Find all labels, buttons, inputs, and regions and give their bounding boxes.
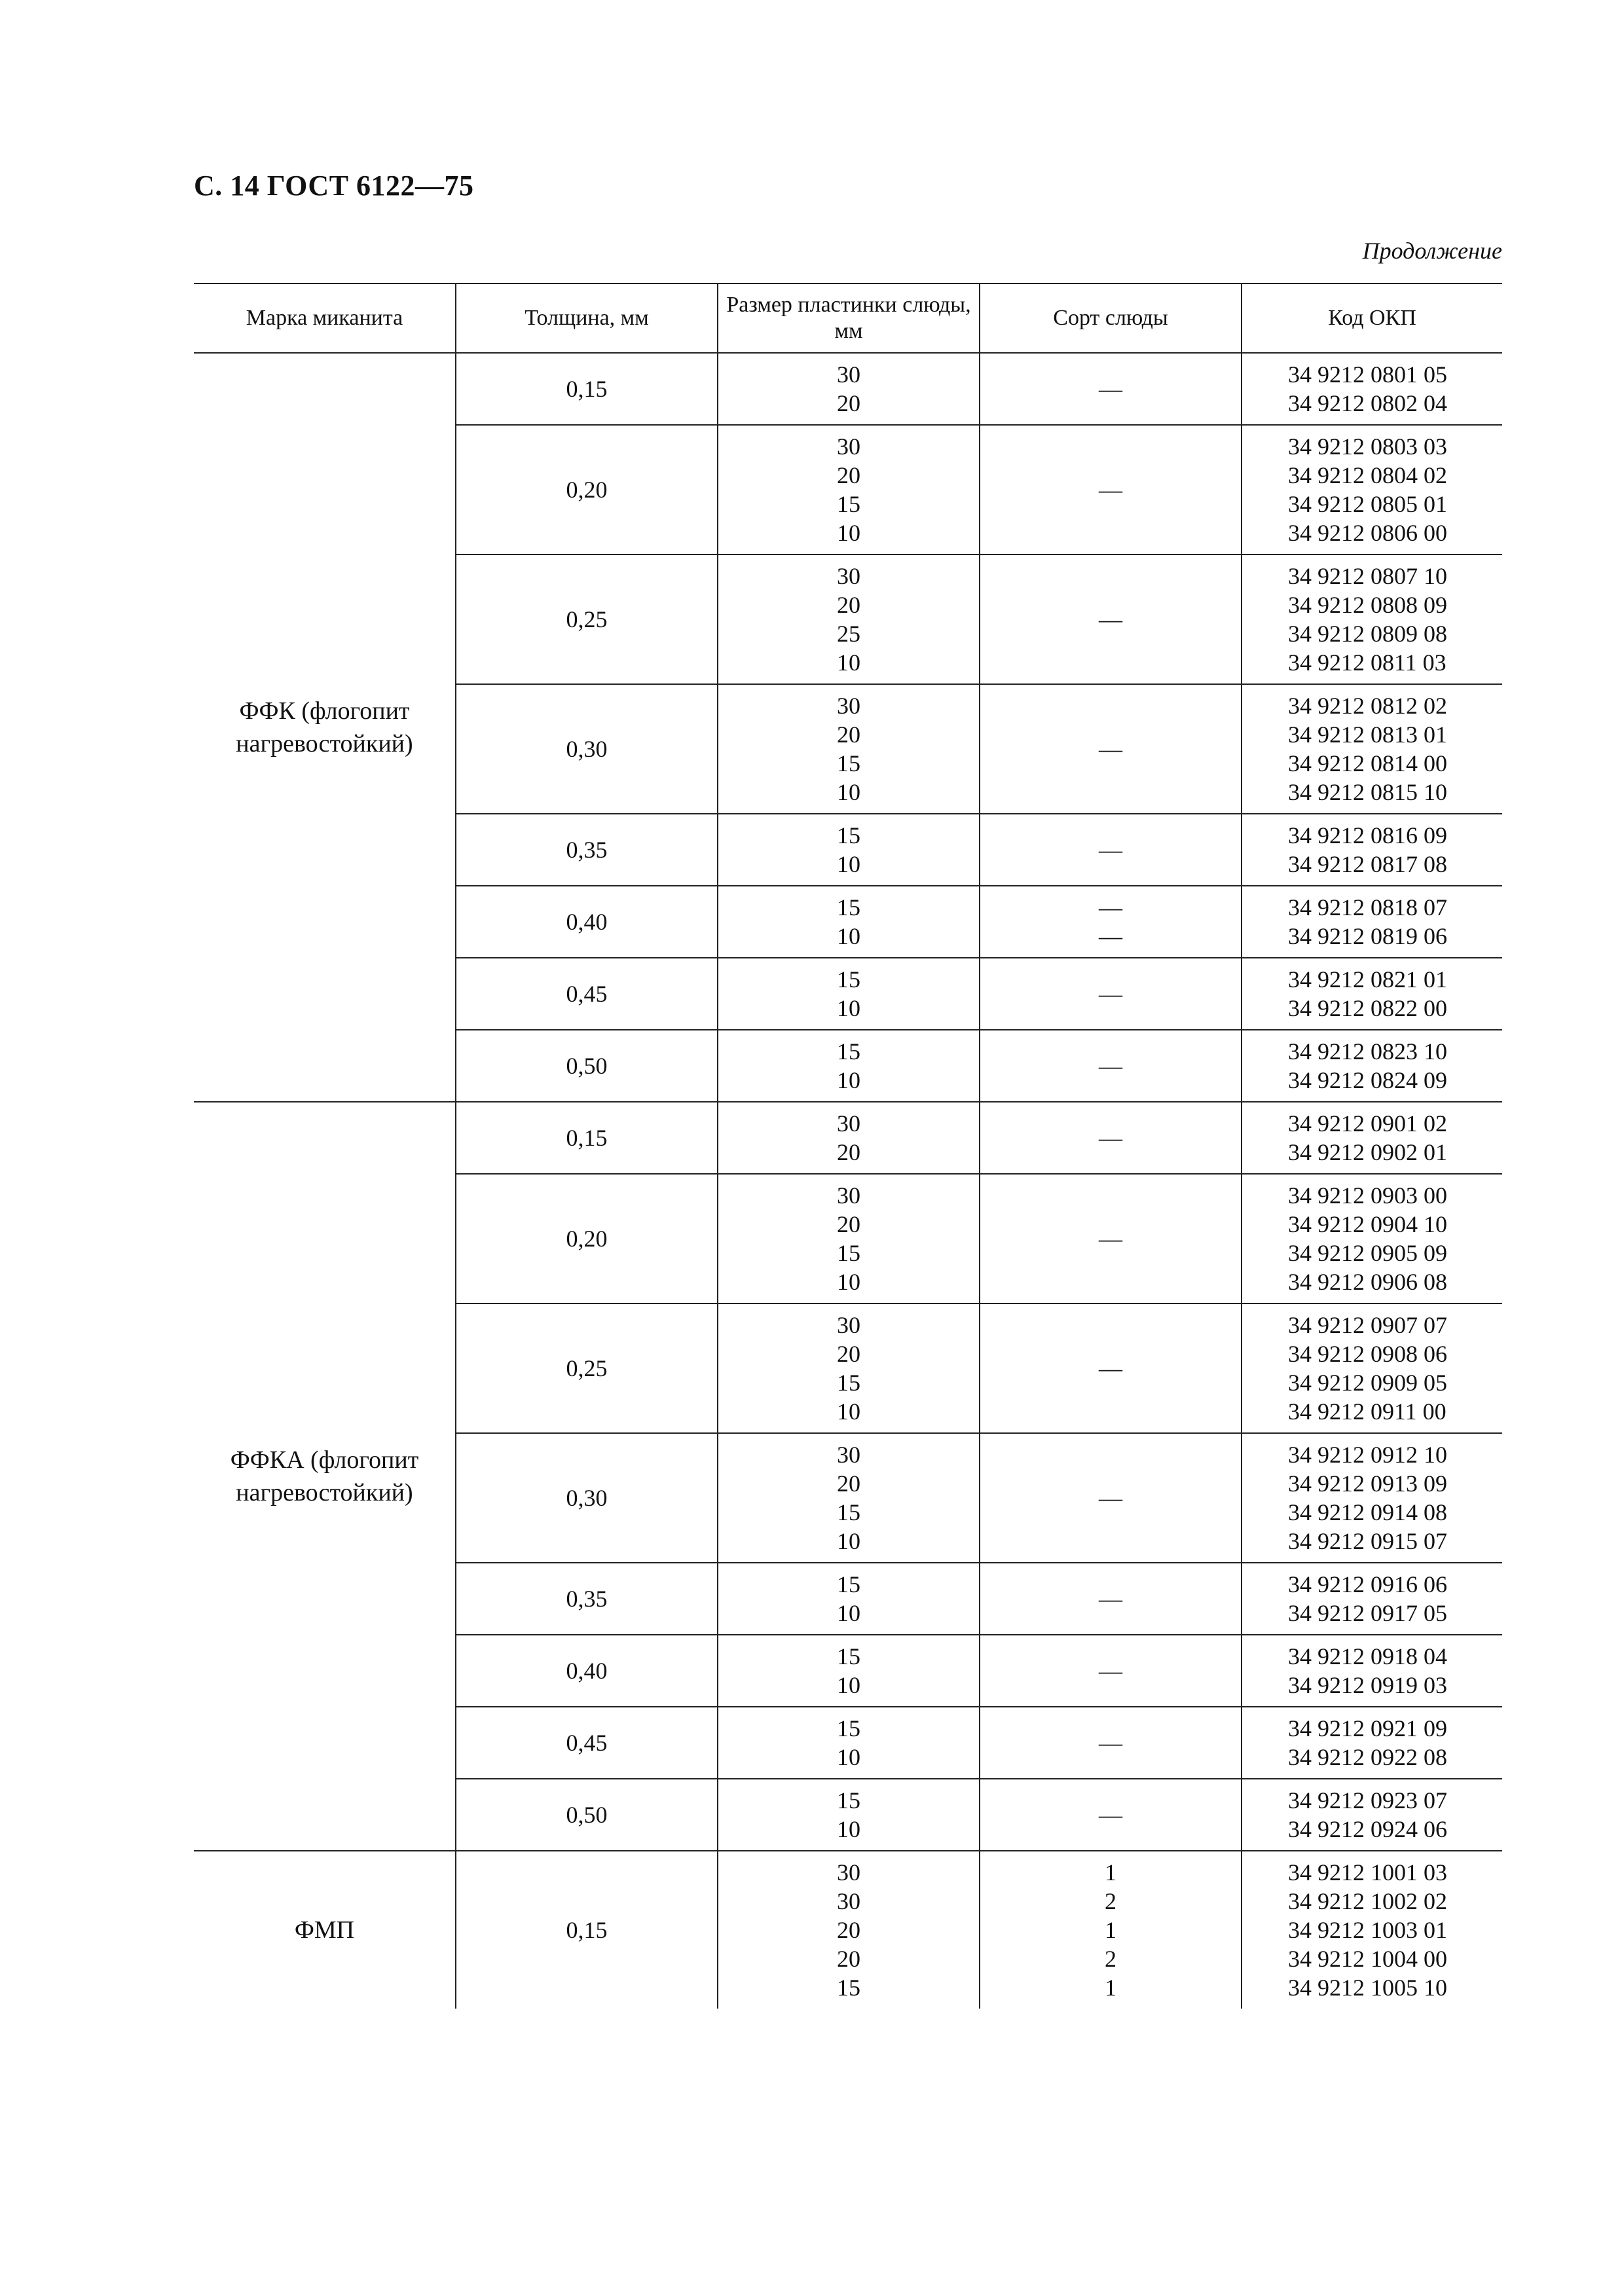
size-value: 10 (837, 1067, 860, 1093)
code-value: 34 9212 0901 02 (1288, 1110, 1447, 1137)
grade-value: — (1099, 1658, 1122, 1684)
size-value: 15 (837, 1038, 860, 1065)
size-value: 10 (837, 923, 860, 949)
size-value: 10 (837, 649, 860, 676)
code-value: 34 9212 0818 07 (1288, 894, 1447, 920)
grade-value: 2 (1105, 1946, 1116, 1972)
grade-cell (980, 1635, 1242, 1707)
code-value: 34 9212 0802 04 (1288, 390, 1447, 416)
size-value: 30 (837, 1888, 860, 1914)
code-cell (1242, 1707, 1502, 1779)
col-header-code: Код ОКП (1242, 283, 1502, 353)
thickness-cell: 0,50 (456, 1030, 718, 1102)
grade-value: — (1099, 1053, 1122, 1079)
grade-cell (980, 684, 1242, 814)
code-value: 34 9212 0809 08 (1288, 621, 1447, 647)
size-value: 10 (837, 1528, 860, 1554)
size-value: 30 (837, 1442, 860, 1468)
code-value: 34 9212 0911 00 (1288, 1398, 1447, 1425)
size-value: 10 (837, 1398, 860, 1425)
grade-value: 1 (1105, 1917, 1116, 1943)
grade-value: — (1099, 981, 1122, 1007)
size-value: 15 (837, 1240, 860, 1266)
grade-cell (980, 555, 1242, 684)
thickness-cell: 0,50 (456, 1779, 718, 1851)
size-value: 20 (837, 1917, 860, 1943)
size-value: 30 (837, 1182, 860, 1209)
size-value: 20 (837, 592, 860, 618)
code-value: 34 9212 0819 06 (1288, 923, 1447, 949)
size-value: 20 (837, 721, 860, 748)
code-value: 34 9212 0914 08 (1288, 1499, 1447, 1525)
code-cell (1242, 958, 1502, 1030)
header-row (194, 283, 1502, 353)
code-cell (1242, 353, 1502, 425)
code-value: 34 9212 0822 00 (1288, 995, 1447, 1021)
col-header-thickness: Толщина, мм (456, 283, 718, 353)
grade-value: — (1099, 376, 1122, 402)
size-value: 25 (837, 621, 860, 647)
grade-cell (980, 1303, 1242, 1433)
size-value: 15 (837, 1643, 860, 1669)
code-value: 34 9212 0824 09 (1288, 1067, 1447, 1093)
code-cell (1242, 555, 1502, 684)
code-value: 34 9212 0805 01 (1288, 491, 1447, 517)
size-value: 15 (837, 966, 860, 993)
thickness-cell: 0,40 (456, 886, 718, 958)
grade-value: — (1099, 923, 1122, 949)
code-value: 34 9212 0808 09 (1288, 592, 1447, 618)
thickness-cell: 0,30 (456, 1433, 718, 1563)
grade-value: — (1099, 1125, 1122, 1151)
code-value: 34 9212 0902 01 (1288, 1139, 1447, 1165)
code-value: 34 9212 0912 10 (1288, 1442, 1447, 1468)
code-value: 34 9212 0903 00 (1288, 1182, 1447, 1209)
mica-table (194, 283, 1502, 2009)
code-value: 34 9212 0922 08 (1288, 1744, 1447, 1770)
thickness-cell: 0,35 (456, 814, 718, 886)
size-value: 30 (837, 361, 860, 388)
grade-value: — (1099, 1355, 1122, 1381)
grade-value: — (1099, 1485, 1122, 1511)
size-value: 15 (837, 1571, 860, 1597)
page-header: С. 14 ГОСТ 6122—75 (194, 170, 474, 202)
code-value: 34 9212 0804 02 (1288, 462, 1447, 488)
size-value: 20 (837, 1341, 860, 1367)
size-cell (718, 1851, 980, 2009)
code-value: 34 9212 0917 05 (1288, 1600, 1447, 1626)
code-cell (1242, 1174, 1502, 1303)
grade-cell (980, 425, 1242, 555)
thickness-cell: 0,40 (456, 1635, 718, 1707)
code-value: 34 9212 0815 10 (1288, 779, 1447, 805)
size-cell (718, 886, 980, 958)
table-body (194, 353, 1502, 2009)
grade-cell (980, 1102, 1242, 1174)
code-value: 34 9212 1003 01 (1288, 1917, 1447, 1943)
code-cell (1242, 814, 1502, 886)
code-value: 34 9212 0803 03 (1288, 433, 1447, 460)
grade-cell (980, 1851, 1242, 2009)
code-value: 34 9212 0913 09 (1288, 1470, 1447, 1497)
code-value: 34 9212 0823 10 (1288, 1038, 1447, 1065)
size-value: 30 (837, 433, 860, 460)
size-value: 30 (837, 1859, 860, 1886)
table-row (194, 1851, 1502, 2009)
code-cell (1242, 684, 1502, 814)
grade-cell (980, 1563, 1242, 1635)
size-cell (718, 1707, 980, 1779)
size-value: 10 (837, 995, 860, 1021)
thickness-cell: 0,45 (456, 958, 718, 1030)
code-value: 34 9212 1005 10 (1288, 1975, 1447, 2001)
size-cell (718, 1433, 980, 1563)
code-cell (1242, 1851, 1502, 2009)
thickness-cell: 0,15 (456, 353, 718, 425)
size-value: 10 (837, 1816, 860, 1842)
size-value: 30 (837, 693, 860, 719)
code-value: 34 9212 0915 07 (1288, 1528, 1447, 1554)
size-value: 15 (837, 1787, 860, 1813)
size-value: 15 (837, 1715, 860, 1741)
code-cell (1242, 1030, 1502, 1102)
thickness-cell: 0,30 (456, 684, 718, 814)
grade-value: — (1099, 477, 1122, 503)
table-row (194, 353, 1502, 425)
thickness-cell: 0,15 (456, 1851, 718, 2009)
thickness-cell: 0,25 (456, 555, 718, 684)
code-value: 34 9212 0813 01 (1288, 721, 1447, 748)
grade-cell (980, 958, 1242, 1030)
size-cell (718, 1635, 980, 1707)
size-value: 30 (837, 1312, 860, 1338)
size-cell (718, 1030, 980, 1102)
code-cell (1242, 1433, 1502, 1563)
grade-value: 1 (1105, 1859, 1116, 1886)
code-value: 34 9212 0806 00 (1288, 520, 1447, 546)
code-cell (1242, 1303, 1502, 1433)
thickness-cell: 0,15 (456, 1102, 718, 1174)
size-cell (718, 555, 980, 684)
grade-value: — (1099, 1586, 1122, 1612)
code-value: 34 9212 0906 08 (1288, 1269, 1447, 1295)
code-value: 34 9212 0816 09 (1288, 822, 1447, 848)
code-cell (1242, 1563, 1502, 1635)
code-value: 34 9212 0908 06 (1288, 1341, 1447, 1367)
grade-cell (980, 1433, 1242, 1563)
code-value: 34 9212 1004 00 (1288, 1946, 1447, 1972)
code-value: 34 9212 1001 03 (1288, 1859, 1447, 1886)
thickness-cell: 0,45 (456, 1707, 718, 1779)
table-row (194, 1102, 1502, 1174)
size-cell (718, 684, 980, 814)
size-value: 15 (837, 750, 860, 776)
thickness-cell: 0,35 (456, 1563, 718, 1635)
size-value: 20 (837, 1946, 860, 1972)
size-cell (718, 814, 980, 886)
size-value: 15 (837, 491, 860, 517)
thickness-cell: 0,20 (456, 425, 718, 555)
code-cell (1242, 1102, 1502, 1174)
grade-cell (980, 886, 1242, 958)
code-value: 34 9212 0918 04 (1288, 1643, 1447, 1669)
code-value: 34 9212 0916 06 (1288, 1571, 1447, 1597)
grade-cell (980, 1030, 1242, 1102)
size-value: 10 (837, 1600, 860, 1626)
size-value: 10 (837, 1744, 860, 1770)
mark-cell: ФФКА (флогопит нагревостойкий) (194, 1102, 456, 1851)
size-value: 20 (837, 1139, 860, 1165)
size-value: 15 (837, 822, 860, 848)
code-value: 34 9212 0821 01 (1288, 966, 1447, 993)
grade-cell (980, 814, 1242, 886)
code-cell (1242, 886, 1502, 958)
size-value: 30 (837, 1110, 860, 1137)
grade-value: — (1099, 1802, 1122, 1828)
grade-value: — (1099, 1730, 1122, 1756)
grade-value: — (1099, 1226, 1122, 1252)
size-cell (718, 1779, 980, 1851)
continuation-label: Продолжение (1362, 238, 1502, 264)
size-value: 20 (837, 1470, 860, 1497)
grade-cell (980, 353, 1242, 425)
size-value: 15 (837, 1499, 860, 1525)
grade-cell (980, 1174, 1242, 1303)
grade-value: — (1099, 736, 1122, 762)
table-header (194, 283, 1502, 353)
size-value: 20 (837, 1211, 860, 1237)
size-value: 30 (837, 563, 860, 589)
size-cell (718, 425, 980, 555)
code-value: 34 9212 0807 10 (1288, 563, 1447, 589)
size-value: 15 (837, 1370, 860, 1396)
code-value: 34 9212 0907 07 (1288, 1312, 1447, 1338)
code-value: 34 9212 0905 09 (1288, 1240, 1447, 1266)
code-value: 34 9212 0924 06 (1288, 1816, 1447, 1842)
code-value: 34 9212 0921 09 (1288, 1715, 1447, 1741)
code-value: 34 9212 0817 08 (1288, 851, 1447, 877)
size-value: 10 (837, 520, 860, 546)
code-cell (1242, 425, 1502, 555)
size-value: 10 (837, 1672, 860, 1698)
size-cell (718, 353, 980, 425)
mark-cell: ФМП (294, 1916, 355, 1944)
code-value: 34 9212 0919 03 (1288, 1672, 1447, 1698)
size-cell (718, 1563, 980, 1635)
code-value: 34 9212 0923 07 (1288, 1787, 1447, 1813)
code-value: 34 9212 0801 05 (1288, 361, 1447, 388)
thickness-cell: 0,25 (456, 1303, 718, 1433)
size-value: 10 (837, 1269, 860, 1295)
grade-value: — (1099, 894, 1122, 920)
grade-cell (980, 1779, 1242, 1851)
col-header-size: Размер пластинки слюды, мм (718, 283, 980, 353)
code-cell (1242, 1779, 1502, 1851)
size-cell (718, 1174, 980, 1303)
size-cell (718, 1102, 980, 1174)
size-value: 20 (837, 462, 860, 488)
grade-value: — (1099, 606, 1122, 632)
code-value: 34 9212 0904 10 (1288, 1211, 1447, 1237)
size-value: 15 (837, 1975, 860, 2001)
code-value: 34 9212 0909 05 (1288, 1370, 1447, 1396)
thickness-cell: 0,20 (456, 1174, 718, 1303)
size-value: 10 (837, 779, 860, 805)
col-header-mark: Марка миканита (194, 283, 456, 353)
mark-cell: ФФК (флогопит нагревостойкий) (194, 353, 456, 1102)
size-cell (718, 958, 980, 1030)
code-value: 34 9212 0811 03 (1288, 649, 1447, 676)
code-value: 34 9212 0812 02 (1288, 693, 1447, 719)
code-value: 34 9212 0814 00 (1288, 750, 1447, 776)
size-value: 10 (837, 851, 860, 877)
code-value: 34 9212 1002 02 (1288, 1888, 1447, 1914)
size-value: 15 (837, 894, 860, 920)
col-header-grade: Сорт слюды (980, 283, 1242, 353)
code-cell (1242, 1635, 1502, 1707)
grade-value: — (1099, 837, 1122, 863)
grade-value: 2 (1105, 1888, 1116, 1914)
size-value: 20 (837, 390, 860, 416)
size-cell (718, 1303, 980, 1433)
grade-cell (980, 1707, 1242, 1779)
grade-value: 1 (1105, 1975, 1116, 2001)
